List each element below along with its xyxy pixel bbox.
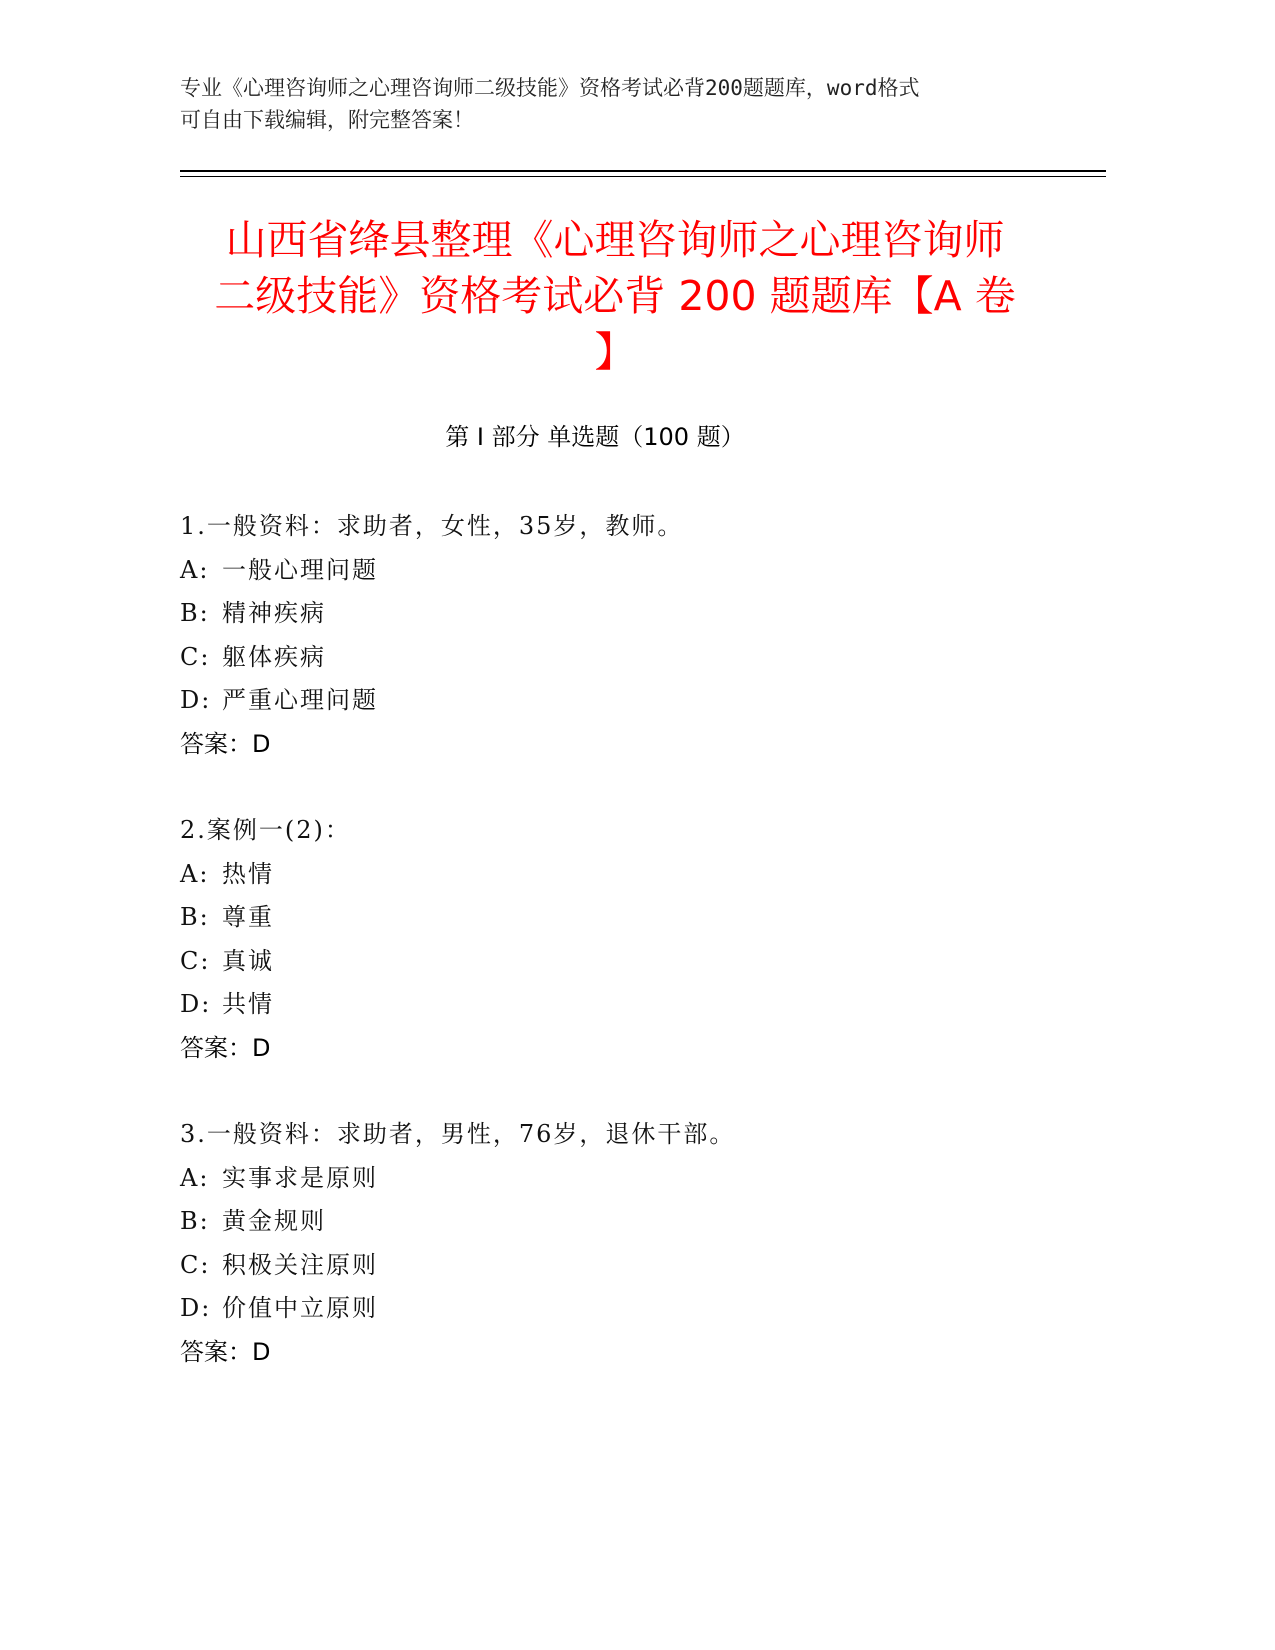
document-title-line-1: 山西省绛县整理《心理咨询师之心理咨询师 — [225, 216, 1005, 264]
question-list — [180, 505, 1080, 1417]
header-note-line-1: 专业《心理咨询师之心理咨询师二级技能》资格考试必背200题题库，word格式 — [180, 76, 920, 100]
option-key: A: — [180, 859, 210, 888]
option-key: C: — [180, 642, 211, 671]
option-a — [180, 853, 1080, 897]
option-text: 躯体疾病 — [222, 642, 326, 671]
option-key: A: — [180, 555, 210, 584]
option-text: 尊重 — [222, 903, 274, 931]
option-text: 积极关注原则 — [222, 1250, 378, 1279]
option-key: D: — [180, 990, 212, 1018]
option-key: B: — [180, 1207, 210, 1235]
header-rule-thin — [180, 176, 1106, 177]
answer-line: 答案：D — [180, 1337, 271, 1366]
option-key: D: — [180, 1294, 212, 1322]
question-3 — [180, 1113, 1080, 1374]
section-heading: 第 I 部分 单选题（100 题） — [445, 423, 745, 451]
option-text: 精神疾病 — [222, 599, 326, 627]
question-2 — [180, 809, 1080, 1070]
header-note-line-2: 可自由下载编辑，附完整答案！ — [180, 108, 474, 132]
header-note — [180, 72, 1040, 136]
option-key: A: — [180, 1163, 210, 1192]
option-d — [180, 679, 1080, 723]
option-a — [180, 1157, 1080, 1201]
option-key: D: — [180, 686, 212, 714]
question-stem: 3.一般资料：求助者，男性，76岁，退休干部。 — [180, 1120, 736, 1148]
answer-line: 答案：D — [180, 1033, 271, 1062]
option-key: B: — [180, 903, 210, 931]
option-c — [180, 636, 1080, 680]
option-key: C: — [180, 946, 211, 975]
option-text: 热情 — [222, 859, 274, 888]
option-c — [180, 1244, 1080, 1288]
option-text: 一般心理问题 — [222, 555, 378, 584]
option-c — [180, 940, 1080, 984]
option-b — [180, 1200, 1080, 1244]
option-text: 共情 — [222, 990, 274, 1018]
option-text: 真诚 — [222, 946, 274, 975]
document-title-line-3: 】 — [594, 328, 636, 376]
option-b — [180, 896, 1080, 940]
option-key: B: — [180, 599, 210, 627]
question-stem: 1.一般资料：求助者，女性，35岁，教师。 — [180, 512, 684, 540]
option-d — [180, 983, 1080, 1027]
question-stem: 2.案例一(2)： — [180, 816, 351, 844]
document-title-line-2: 二级技能》资格考试必背 200 题题库【A 卷 — [214, 272, 1016, 320]
option-key: C: — [180, 1250, 211, 1279]
option-a — [180, 549, 1080, 593]
question-1 — [180, 505, 1080, 766]
document-title — [180, 212, 1050, 380]
option-text: 实事求是原则 — [222, 1163, 378, 1192]
answer-line: 答案：D — [180, 729, 271, 758]
option-text: 严重心理问题 — [222, 686, 378, 714]
option-d — [180, 1287, 1080, 1331]
option-b — [180, 592, 1080, 636]
option-text: 黄金规则 — [222, 1207, 326, 1235]
header-rule-thick — [180, 170, 1106, 172]
option-text: 价值中立原则 — [222, 1294, 378, 1322]
